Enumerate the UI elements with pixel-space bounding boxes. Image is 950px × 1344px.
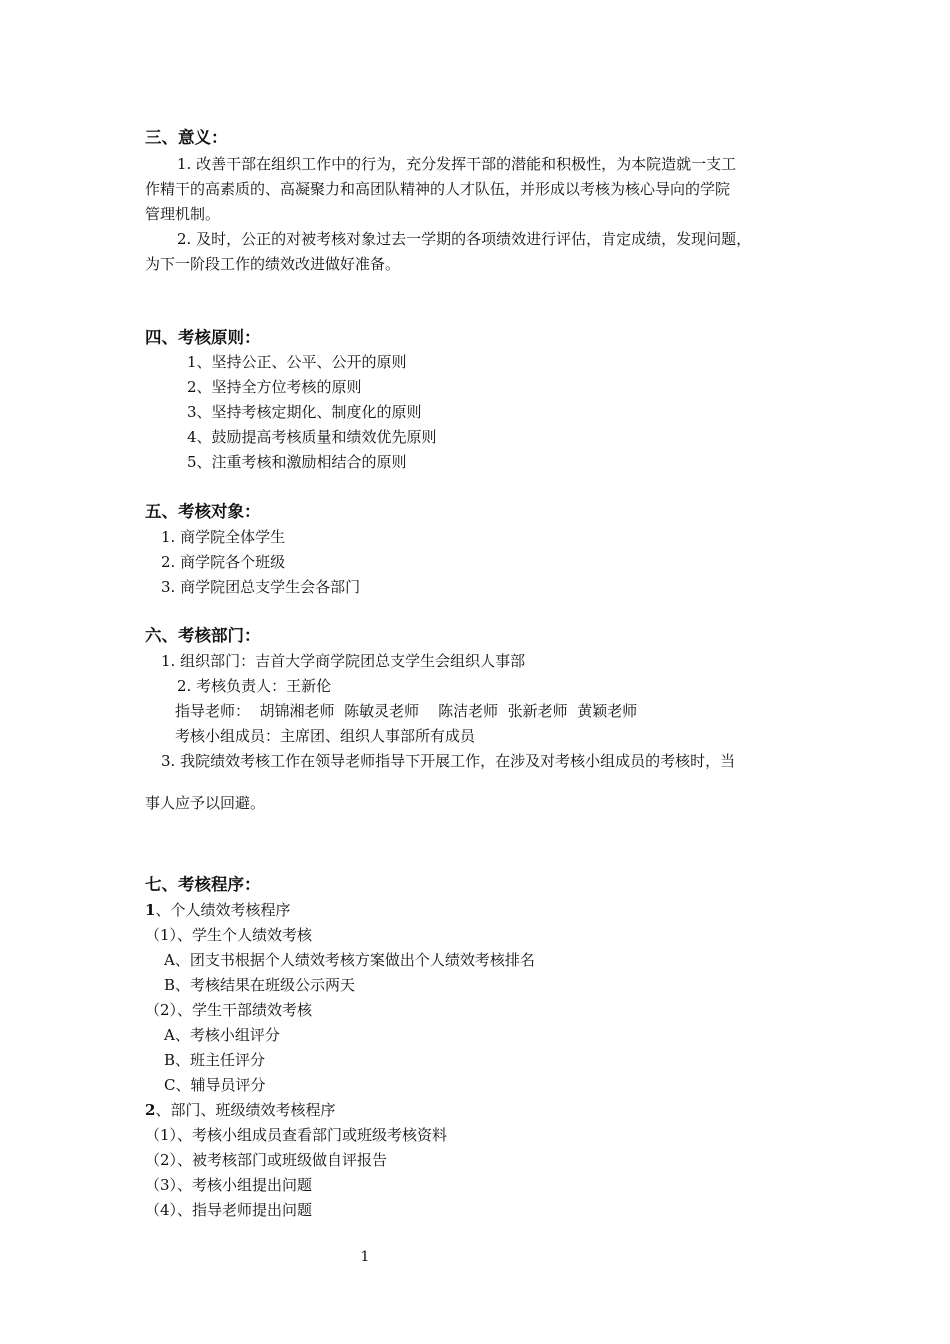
procedure-substep: B、班主任评分 [164,1051,266,1069]
procedure-heading [145,900,290,920]
page-number: 1 [360,1249,370,1265]
paragraph-line: 2. 及时，公正的对被考核对象过去一学期的各项绩效进行评估，肯定成绩，发现问题， [177,230,752,248]
procedure-step: （3）、考核小组提出问题 [145,1176,313,1194]
paragraph-line: 2. 考核负责人：王新伦 [177,677,332,695]
procedure-step: （1）、考核小组成员查看部门或班级考核资料 [145,1126,448,1144]
paragraph-line: 作精干的高素质的、高凝聚力和高团队精神的人才队伍，并形成以考核为核心导向的学院 [145,180,731,198]
procedure-number: 1 [145,901,156,919]
procedure-step: （4）、指导老师提出问题 [145,1201,313,1219]
procedure-step: （2）、学生干部绩效考核 [145,1001,313,1019]
paragraph-line: 考核小组成员：主席团、组织人事部所有成员 [175,727,476,745]
list-item: 4、鼓励提高考核质量和绩效优先原则 [187,428,437,446]
paragraph-line: 事人应予以回避。 [145,794,266,812]
list-item: 5、注重考核和激励相结合的原则 [187,453,407,471]
procedure-number: 2 [145,1101,156,1119]
paragraph-line: 为下一阶段工作的绩效改进做好准备。 [145,255,401,273]
section-7-title: 七、考核程序： [145,875,261,894]
list-item: 3. 商学院团总支学生会各部门 [161,578,361,596]
list-item: 3、坚持考核定期化、制度化的原则 [187,403,422,421]
procedure-step: （1）、学生个人绩效考核 [145,926,313,944]
section-5-title: 五、考核对象： [145,502,261,521]
paragraph-line: 指导老师： 胡锦湘老师 陈敏灵老师 陈洁老师 张新老师 黄颖老师 [175,702,638,720]
procedure-label: 、部门、班级绩效考核程序 [155,1101,336,1119]
paragraph-line: 3. 我院绩效考核工作在领导老师指导下开展工作，在涉及对考核小组成员的考核时，当 [161,752,736,770]
procedure-step: （2）、被考核部门或班级做自评报告 [145,1151,388,1169]
procedure-substep: B、考核结果在班级公示两天 [164,976,356,994]
list-item: 1、坚持公正、公平、公开的原则 [187,353,407,371]
paragraph-line: 1. 改善干部在组织工作中的行为，充分发挥干部的潜能和积极性，为本院造就一支工 [177,155,737,173]
procedure-substep: C、辅导员评分 [164,1076,266,1094]
procedure-label: 、个人绩效考核程序 [155,901,291,919]
procedure-heading [145,1100,335,1120]
procedure-substep: A、团支书根据个人绩效考核方案做出个人绩效考核排名 [164,951,535,969]
section-6-title: 六、考核部门： [145,626,261,645]
procedure-substep: A、考核小组评分 [164,1026,280,1044]
section-4-title: 四、考核原则： [145,328,261,347]
list-item: 2. 商学院各个班级 [161,553,286,571]
section-3-title: 三、意义： [145,128,228,147]
paragraph-line: 1. 组织部门：吉首大学商学院团总支学生会组织人事部 [161,652,526,670]
list-item: 1. 商学院全体学生 [161,528,286,546]
list-item: 2、坚持全方位考核的原则 [187,378,362,396]
paragraph-line: 管理机制。 [145,205,221,223]
